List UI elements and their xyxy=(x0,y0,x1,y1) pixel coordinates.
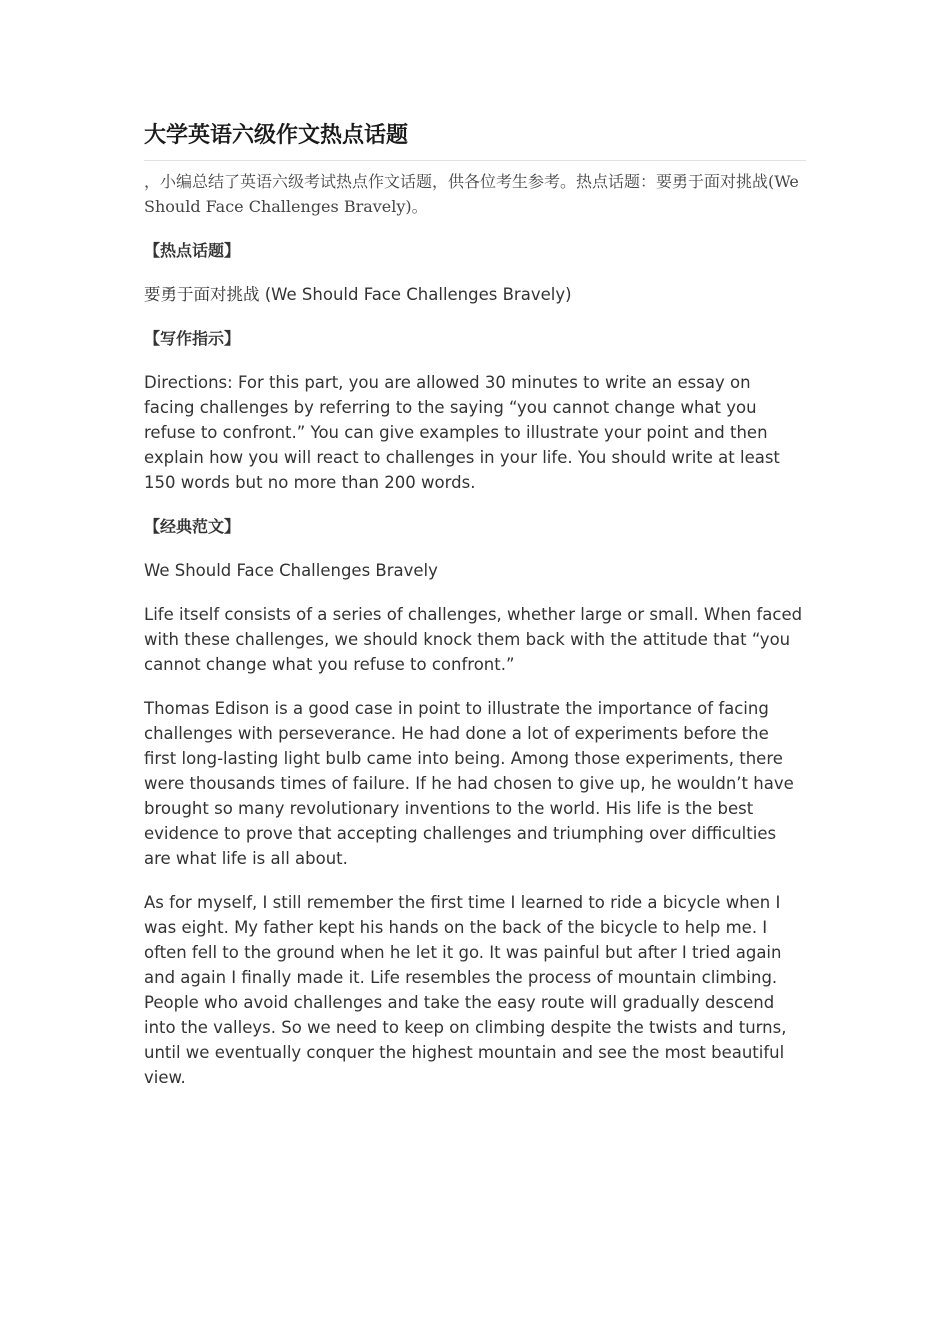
essay-title: We Should Face Challenges Bravely xyxy=(144,561,438,580)
essay-paragraph-2: Thomas Edison is a good case in point to illustrate the importance of facing challenges with perseverance. He had done a lot of experiments before the first long-lasting light bulb came into being. Among those experiments, there were thousands times of failure. If he had chosen to give up, he wouldn’t have brought so many revolutionary inventions to the world. His life is the best evidence to prove that accepting challenges and triumphing over difficulties are what life is all about. xyxy=(144,699,794,868)
topic-text: 要勇于面对挑战 (We Should Face Challenges Bravely) xyxy=(144,285,572,304)
essay-paragraph-1: Life itself consists of a series of challenges, whether large or small. When faced with these challenges, we should knock them back with the attitude that “you cannot change what you refuse to confront.” xyxy=(144,605,803,674)
directions-heading: 【写作指示】 xyxy=(144,329,241,348)
topic-heading: 【热点话题】 xyxy=(144,241,241,260)
intro-paragraph: ，小编总结了英语六级考试热点作文话题，供各位考生参考。热点话题：要勇于面对挑战(We Should Face Challenges Bravely)。 xyxy=(144,172,799,216)
title-divider xyxy=(144,160,806,161)
document-page xyxy=(144,118,806,1109)
essay-paragraph-3: As for myself, I still remember the first time I learned to ride a bicycle when I was eight. My father kept his hands on the back of the bicycle to help me. I often fell to the ground when he let it go. It was painful but after I tried again and again I finally made it. Life resembles the process of mountain climbing. People who avoid challenges and take the easy route will gradually descend into the valleys. So we need to keep on climbing despite the twists and turns, until we eventually conquer the highest mountain and see the most beautiful view. xyxy=(144,893,787,1087)
directions-text: Directions: For this part, you are allowed 30 minutes to write an essay on facing challenges by referring to the saying “you cannot change what you refuse to confront.” You can give examples to illustrate your point and then explain how you will react to challenges in your life. You should write at least 150 words but no more than 200 words. xyxy=(144,373,780,492)
page-title: 大学英语六级作文热点话题 xyxy=(144,122,409,148)
sample-essay-heading: 【经典范文】 xyxy=(144,517,241,536)
